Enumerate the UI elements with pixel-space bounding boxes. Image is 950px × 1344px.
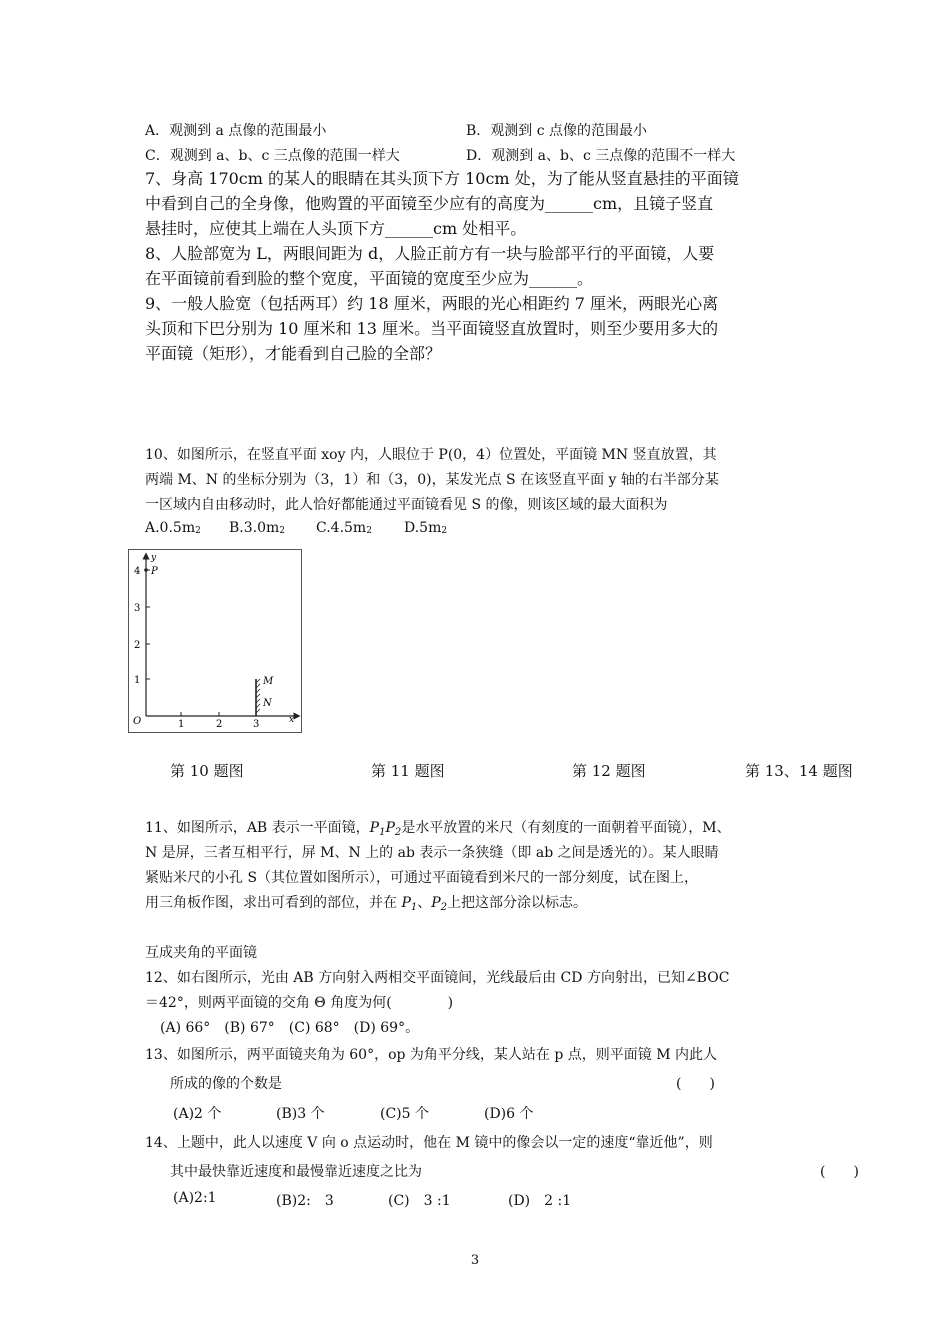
q13-option-b: (B)3 个 xyxy=(276,1106,325,1122)
question-14-line-1: 14、上题中，此人以速度 V 向 o 点运动时，他在 M 镜中的像会以一定的速度“靠近他”，则 xyxy=(145,1135,713,1151)
q14-option-b: (B)2: 3 xyxy=(276,1193,334,1209)
section-title: 互成夹角的平面镜 xyxy=(145,945,257,961)
q13-option-d: (D)6 个 xyxy=(484,1106,534,1122)
option-c: C．观测到 a、b、c 三点像的范围一样大 xyxy=(145,148,400,164)
question-7-line-2: 中看到自己的全身像，他购置的平面镜至少应有的高度为______cm，且镜子竖直 xyxy=(145,194,714,213)
y-tick-label-4: 4 xyxy=(134,566,141,577)
question-14-line-2: 其中最快靠近速度和最慢靠近速度之比为 xyxy=(170,1164,422,1180)
question-11-line-4: 用三角板作图，求出可看到的部位，并在 $P_1$、$P_2$上把这部分涂以标志。 xyxy=(145,895,588,913)
question-9-line-2: 头顶和下巴分别为 10 厘米和 13 厘米。当平面镜竖直放置时，则至少要用多大的 xyxy=(145,319,719,338)
point-p-label: P xyxy=(151,566,158,577)
y-tick-label-3: 3 xyxy=(134,603,141,614)
caption-fig-13-14: 第 13、14 题图 xyxy=(745,762,853,780)
question-7-line-1: 7、身高 170cm 的某人的眼睛在其头顶下方 10cm 处，为了能从竖直悬挂的平面镜 xyxy=(145,169,739,188)
x-tick-label-2: 2 xyxy=(216,719,223,730)
question-8-line-1: 8、人脸部宽为 L，两眼间距为 d，人脸正前方有一块与脸部平行的平面镜，人要 xyxy=(145,244,715,263)
question-13-line-1: 13、如图所示，两平面镜夹角为 60°，op 为角平分线，某人站在 p 点，则平面镜 M 内此人 xyxy=(145,1047,718,1063)
point-m-label: M xyxy=(263,676,274,687)
question-14-bracket: ( ) xyxy=(820,1164,859,1180)
question-10-line-1: 10、如图所示，在竖直平面 xoy 内，人眼位于 P(0，4）位置处，平面镜 MN 竖直放置，其 xyxy=(145,447,717,463)
q13-option-c: (C)5 个 xyxy=(380,1106,429,1122)
option-d: D．观测到 a、b、c 三点像的范围不一样大 xyxy=(466,148,736,164)
q10-option-a: A.0.5m2 xyxy=(145,520,201,536)
q14-option-a: (A)2:1 xyxy=(173,1190,217,1206)
q10-option-b: B.3.0m2 xyxy=(229,520,286,536)
y-axis-label: y xyxy=(151,553,157,563)
caption-fig-10: 第 10 题图 xyxy=(170,762,244,780)
y-tick-label-1: 1 xyxy=(134,675,141,686)
y-tick-label-2: 2 xyxy=(134,640,141,651)
question-12-options: (A) 66° (B) 67° (C) 68° (D) 69°。 xyxy=(160,1020,420,1036)
point-p xyxy=(144,568,148,572)
option-a: A．观测到 a 点像的范围最小 xyxy=(145,123,327,139)
question-8-line-2: 在平面镜前看到脸的整个宽度，平面镜的宽度至少应为______。 xyxy=(145,269,594,288)
q10-option-d: D.5m2 xyxy=(404,520,448,536)
caption-fig-11: 第 11 题图 xyxy=(371,762,445,780)
question-9-line-3: 平面镜（矩形），才能看到自己脸的全部？ xyxy=(145,344,442,363)
origin-label: O xyxy=(133,716,142,727)
question-11-line-1: 11、如图所示，AB 表示一平面镜，$P_1P_2$是水平放置的米尺（有刻度的一面朝着平面镜），M、 xyxy=(145,820,731,838)
q13-option-a: (A)2 个 xyxy=(173,1106,222,1122)
question-7-line-3: 悬挂时，应使其上端在人头顶下方______cm 处相平。 xyxy=(145,219,527,238)
question-13-bracket: ( ) xyxy=(676,1076,715,1092)
question-9-line-1: 9、一般人脸宽（包括两耳）约 18 厘米，两眼的光心相距约 7 厘米，两眼光心离 xyxy=(145,294,719,313)
question-11-line-2: N 是屏，三者互相平行，屏 M、N 上的 ab 表示一条狭缝（即 ab 之间是透光的）。某人眼睛 xyxy=(145,845,719,861)
caption-fig-12: 第 12 题图 xyxy=(572,762,646,780)
x-axis-label: x xyxy=(289,715,295,725)
question-11-line-3: 紧贴米尺的小孔 S（其位置如图所示），可通过平面镜看到米尺的一部分刻度，试在图上， xyxy=(145,870,699,886)
x-tick-label-3: 3 xyxy=(253,719,260,730)
question-12-line-2: ＝42°，则两平面镜的交角 Θ 角度为何( ) xyxy=(145,995,454,1011)
question-10-line-2: 两端 M、N 的坐标分别为（3，1）和（3，0)，某发光点 S 在该竖直平面 y 轴的右半部分某 xyxy=(145,472,719,488)
question-13-line-2: 所成的像的个数是 xyxy=(170,1076,282,1092)
point-n-label: N xyxy=(263,698,272,709)
x-tick-label-1: 1 xyxy=(178,719,185,730)
option-b: B．观测到 c 点像的范围最小 xyxy=(466,123,648,139)
q14-option-c: (C) 3 :1 xyxy=(388,1193,451,1209)
q10-option-c: C.4.5m2 xyxy=(316,520,372,536)
figure-10-graph xyxy=(129,550,301,732)
question-12-line-1: 12、如右图所示，光由 AB 方向射入两相交平面镜间，光线最后由 CD 方向射出，已知∠BOC xyxy=(145,970,730,986)
question-10-line-3: 一区域内自由移动时，此人恰好都能通过平面镜看见 S 的像，则该区域的最大面积为 xyxy=(145,497,668,513)
q14-option-d: (D) 2 :1 xyxy=(508,1193,572,1209)
page-number: 3 xyxy=(470,1253,480,1268)
figure-10 xyxy=(128,549,302,733)
